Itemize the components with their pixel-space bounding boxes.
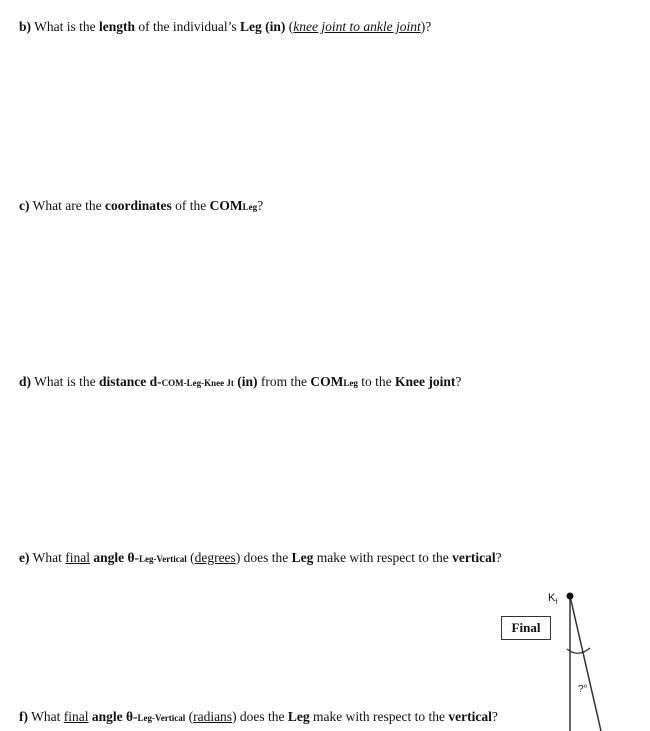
text: vertical: [452, 550, 496, 565]
text: ?: [495, 550, 502, 565]
text: from the: [257, 374, 311, 389]
text: Leg (in): [240, 19, 286, 34]
text: make with respect to the: [309, 709, 449, 724]
text: distance d-: [99, 374, 162, 389]
knee-label: [548, 592, 557, 606]
leg-line: [570, 596, 601, 731]
text: Leg-Vertical: [139, 554, 187, 564]
text: angle θ-: [90, 550, 140, 565]
text: What are the: [29, 198, 105, 213]
text: What is the: [31, 374, 100, 389]
text: length: [99, 19, 136, 34]
text: ?: [491, 709, 498, 724]
text: Leg: [291, 550, 314, 565]
text: (: [285, 19, 294, 34]
text: Leg: [343, 378, 358, 388]
text: degrees: [194, 550, 236, 565]
text: Leg-Vertical: [137, 713, 186, 723]
q-label: e): [19, 550, 30, 565]
text: to the: [357, 374, 396, 389]
text: COM: [310, 374, 344, 389]
text: COM-Leg-Knee Jt: [161, 378, 234, 388]
text: (: [186, 550, 195, 565]
knee-joint-dot: [567, 593, 574, 600]
text: radians: [193, 709, 233, 724]
text: knee joint to ankle joint: [293, 19, 421, 34]
q-label: d): [19, 374, 32, 389]
text: (: [185, 709, 194, 724]
text: Leg: [287, 709, 310, 724]
q-label: f): [19, 709, 28, 724]
text: ?: [455, 374, 462, 389]
text: ) does the: [235, 550, 292, 565]
q-label: b): [19, 19, 32, 34]
text: What: [29, 550, 66, 565]
text: K: [548, 592, 556, 604]
text: ) does the: [232, 709, 288, 724]
text: )?: [420, 19, 432, 34]
text: vertical: [448, 709, 492, 724]
angle-label: ?°: [578, 684, 588, 695]
text: of the individual’s: [135, 19, 241, 34]
text: What is the: [31, 19, 100, 34]
q-label: c): [19, 198, 30, 213]
text: f: [555, 599, 558, 607]
text: (in): [233, 374, 258, 389]
text: COM: [209, 198, 243, 213]
text: make with respect to the: [313, 550, 453, 565]
text: What: [28, 709, 64, 724]
text: ?: [257, 198, 264, 213]
text: angle θ-: [88, 709, 138, 724]
text: Leg: [242, 202, 258, 212]
text: Knee joint: [395, 374, 456, 389]
text: final: [63, 709, 89, 724]
text: coordinates: [104, 198, 172, 213]
final-box: Final: [501, 616, 551, 640]
text: of the: [171, 198, 210, 213]
text: final: [65, 550, 90, 565]
